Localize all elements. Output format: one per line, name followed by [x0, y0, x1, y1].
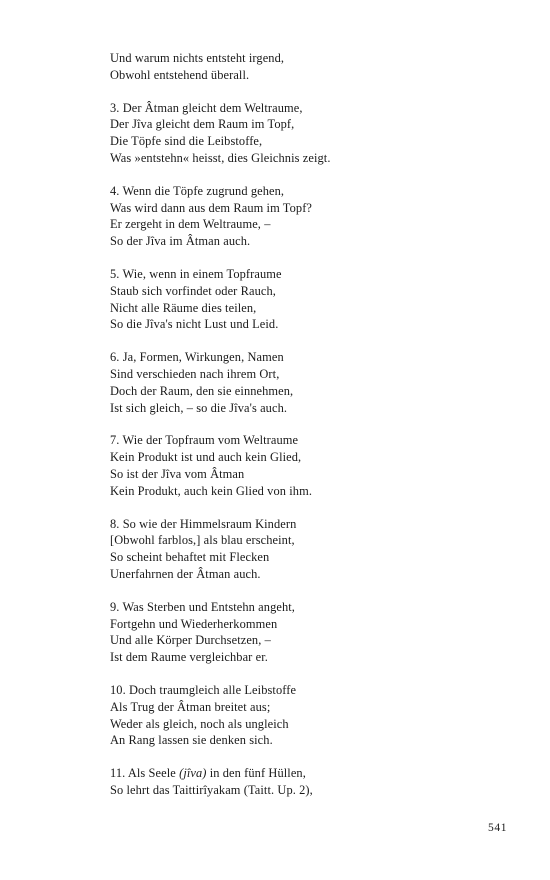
verse-line: Was wird dann aus dem Raum im Topf?	[110, 200, 313, 215]
verse-line-start: 11. Als Seele	[110, 766, 180, 781]
verse-line: So ist der Jîva vom Âtman	[110, 466, 245, 481]
stanza-11	[110, 765, 510, 799]
verse-line: Als Trug der Âtman breitet aus;	[110, 699, 271, 714]
verse-line: Unerfahrnen der Âtman auch.	[110, 566, 261, 581]
verse-line: So scheint behaftet mit Flecken	[110, 550, 270, 565]
verse-line: Ist dem Raume vergleichbar er.	[110, 650, 268, 665]
verse-line: 9. Was Sterben und Entstehn angeht,	[110, 599, 296, 614]
verse-line: Und alle Körper Durchsetzen, –	[110, 633, 271, 648]
verse-line: 10. Doch traumgleich alle Leibstoffe	[110, 682, 297, 697]
verse-line: Doch der Raum, den sie einnehmen,	[110, 383, 294, 398]
verse-line: Fortgehn und Wiederherkommen	[110, 616, 278, 631]
verse-line: [Obwohl farblos,] als blau erscheint,	[110, 533, 295, 548]
verse-line: Kein Produkt ist und auch kein Glied,	[110, 450, 302, 465]
stanza-8	[110, 516, 510, 583]
verse-line: Ist sich gleich, – so die Jîva's auch.	[110, 400, 288, 415]
verse-line: Was »entstehn« heisst, dies Gleichnis zeigt.	[110, 150, 331, 165]
verse-line: So die Jîva's nicht Lust und Leid.	[110, 317, 279, 332]
verse-line: 6. Ja, Formen, Wirkungen, Namen	[110, 350, 284, 365]
verse-line: 3. Der Âtman gleicht dem Weltraume,	[110, 100, 303, 115]
verse-line: Der Jîva gleicht dem Raum im Topf,	[110, 117, 295, 132]
verse-line: So der Jîva im Âtman auch.	[110, 234, 251, 249]
verse-line: Er zergeht in dem Weltraume, –	[110, 217, 271, 232]
verse-line: An Rang lassen sie denken sich.	[110, 733, 273, 748]
verse-line: So lehrt das Taittirîyakam (Taitt. Up. 2),	[110, 782, 313, 797]
verse-line: 5. Wie, wenn in einem Topfraume	[110, 266, 282, 281]
verse-line-end: in den fünf Hüllen,	[206, 766, 306, 781]
verse-line: Obwohl entstehend überall.	[110, 67, 250, 82]
verse-line: Sind verschieden nach ihrem Ort,	[110, 366, 280, 381]
stanza-3	[110, 100, 510, 167]
stanza-6	[110, 349, 510, 416]
stanza-9	[110, 599, 510, 666]
verse-line: Kein Produkt, auch kein Glied von ihm.	[110, 483, 313, 498]
verse-line: 4. Wenn die Töpfe zugrund gehen,	[110, 183, 285, 198]
page-number: 541	[488, 822, 508, 834]
stanza-5	[110, 266, 510, 333]
verse-line: Weder als gleich, noch als ungleich	[110, 716, 289, 731]
italic-term: (jîva)	[179, 766, 207, 781]
stanza-7	[110, 432, 510, 499]
verse-line: Nicht alle Räume dies teilen,	[110, 300, 257, 315]
verse-line: 8. So wie der Himmelsraum Kindern	[110, 516, 297, 531]
verse-line: Staub sich vorfindet oder Rauch,	[110, 283, 276, 298]
stanza	[110, 50, 510, 84]
verse-line: Die Töpfe sind die Leibstoffe,	[110, 134, 263, 149]
stanza-10	[110, 682, 510, 749]
verse-line	[110, 765, 510, 782]
text-column	[110, 50, 510, 815]
verse-line: 7. Wie der Topfraum vom Weltraume	[110, 433, 299, 448]
stanza-4	[110, 183, 510, 250]
verse-line: Und warum nichts entsteht irgend,	[110, 51, 285, 65]
